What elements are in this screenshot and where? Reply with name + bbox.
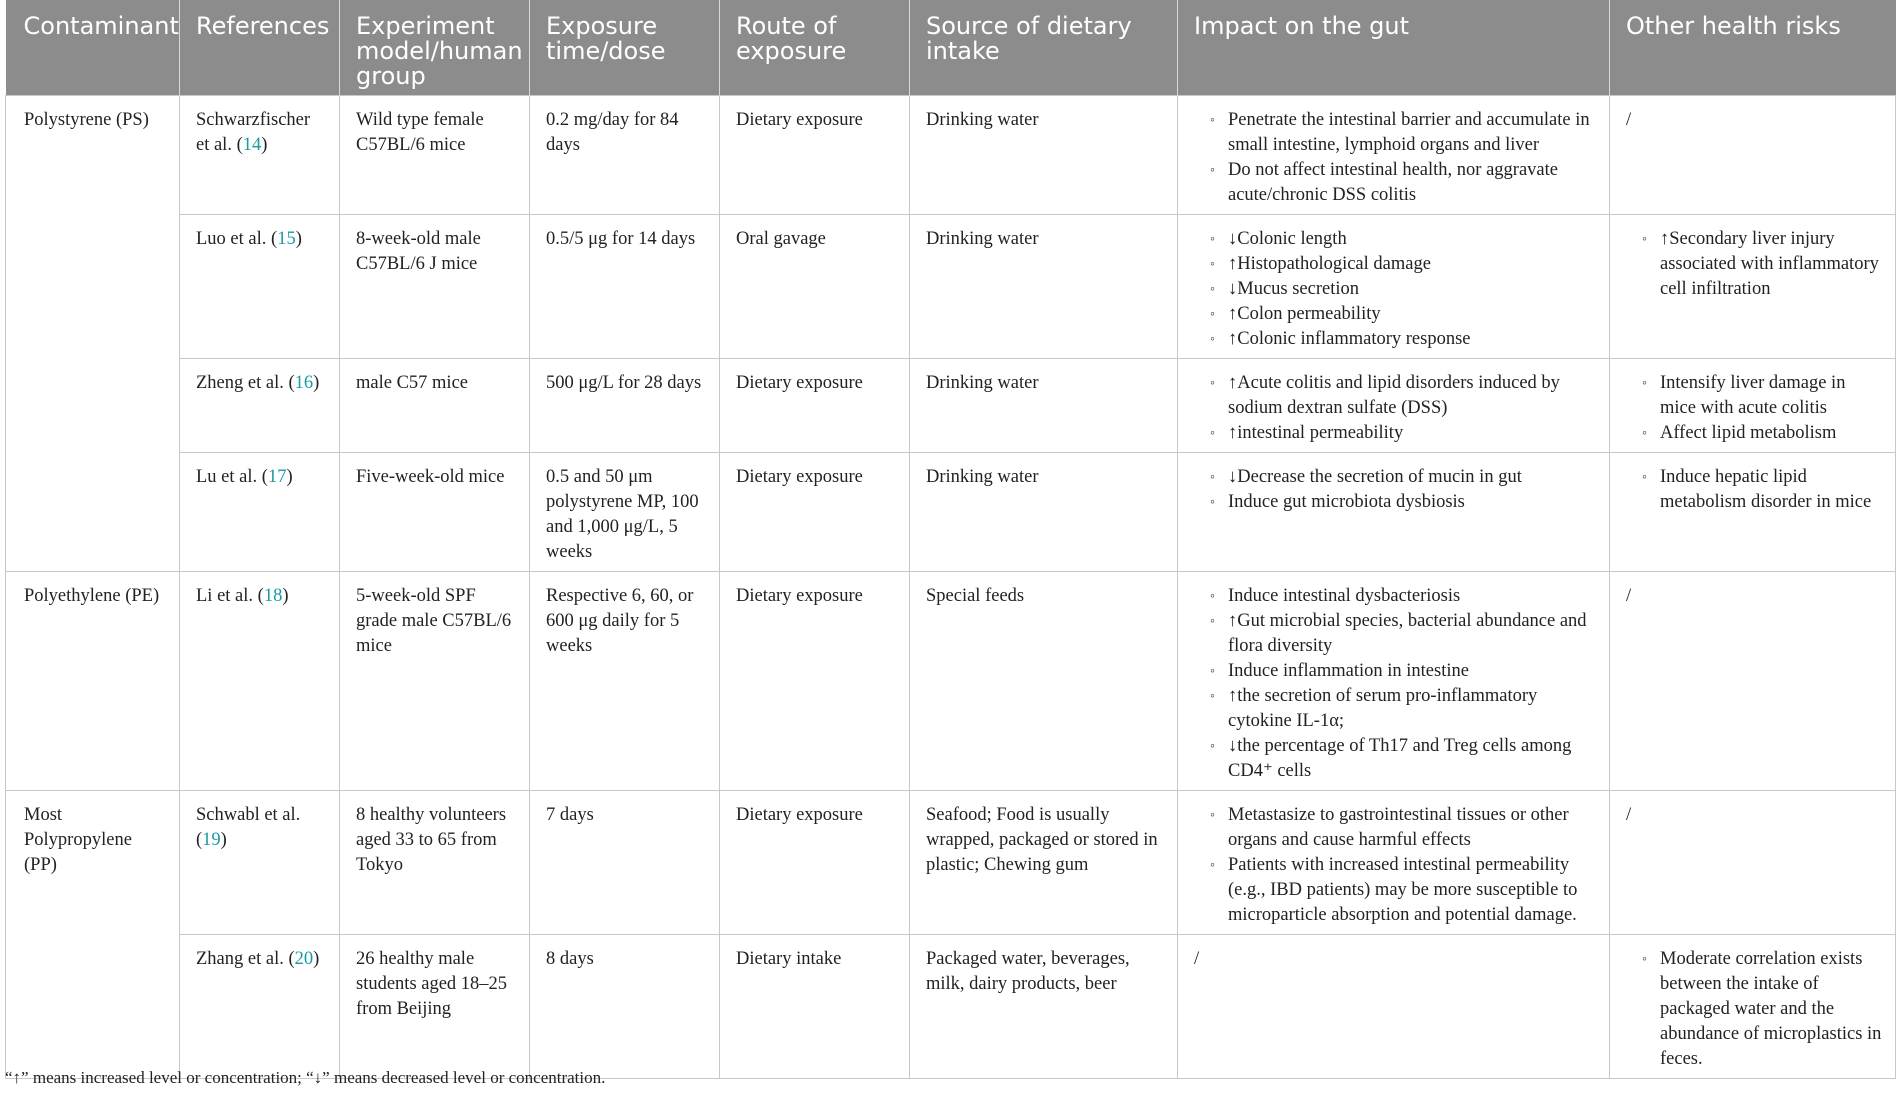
gut-impact-text: /	[1194, 949, 1200, 969]
reference-cell: Schwabl et al. (19)	[180, 791, 340, 935]
route-cell: Dietary exposure	[720, 96, 910, 215]
list-item-text: Affect lipid metabolism	[1660, 423, 1837, 443]
table-body	[6, 96, 1896, 1079]
header-exposure-dose: Exposure time/dose	[530, 0, 720, 96]
gut-impact-list	[1194, 465, 1597, 515]
gut-impact-list	[1194, 371, 1597, 446]
table-row	[6, 359, 1896, 453]
list-item	[1194, 371, 1597, 421]
source-cell: Packaged water, beverages, milk, dairy products, beer	[910, 935, 1178, 1079]
model-cell: 5-week-old SPF grade male C57BL/6 mice	[340, 572, 530, 791]
list-item-text: Induce gut microbiota dysbiosis	[1228, 492, 1465, 512]
model-cell: Wild type female C57BL/6 mice	[340, 96, 530, 215]
gut-impact-cell	[1178, 359, 1610, 453]
gut-impact-list	[1194, 108, 1597, 208]
dose-cell: 0.5/5 μg for 14 days	[530, 215, 720, 359]
other-risks-cell	[1610, 791, 1896, 935]
bullet-icon: ◦	[1210, 689, 1215, 704]
bullet-icon: ◦	[1210, 858, 1215, 873]
dose-cell: 0.5 and 50 μm polystyrene MP, 100 and 1,000 μg/L, 5 weeks	[530, 453, 720, 572]
list-item	[1194, 803, 1597, 853]
citation-link[interactable]: 17	[267, 467, 287, 487]
table-row	[6, 96, 1896, 215]
reference-author: Luo et al.	[196, 229, 267, 249]
model-cell: 8 healthy volunteers aged 33 to 65 from Tokyo	[340, 791, 530, 935]
list-item-text: ↑intestinal permeability	[1228, 423, 1404, 443]
reference-cell: Luo et al. (15)	[180, 215, 340, 359]
reference-cell: Zheng et al. (16)	[180, 359, 340, 453]
list-item-text: ↑Gut microbial species, bacterial abundance and flora diversity	[1228, 611, 1587, 656]
table-row	[6, 215, 1896, 359]
list-item	[1194, 421, 1597, 446]
bullet-icon: ◦	[1642, 952, 1647, 967]
list-item-text: ↓Mucus secretion	[1228, 279, 1360, 299]
list-item	[1194, 734, 1597, 784]
bullet-icon: ◦	[1210, 376, 1215, 391]
list-item-text: ↑Secondary liver injury associated with inflammatory cell infiltration	[1660, 229, 1879, 299]
source-cell: Seafood; Food is usually wrapped, packaged or stored in plastic; Chewing gum	[910, 791, 1178, 935]
header-contaminant: Contaminant	[6, 0, 180, 96]
model-cell: 26 healthy male students aged 18–25 from Beijing	[340, 935, 530, 1079]
bullet-icon: ◦	[1210, 589, 1215, 604]
bullet-icon: ◦	[1210, 426, 1215, 441]
other-risks-list	[1626, 227, 1883, 302]
bullet-icon: ◦	[1210, 332, 1215, 347]
gut-impact-list	[1194, 803, 1597, 928]
list-item	[1194, 108, 1597, 158]
other-risks-text: /	[1626, 110, 1632, 130]
list-item-text: ↑Colonic inflammatory response	[1228, 329, 1471, 349]
list-item	[1626, 371, 1883, 421]
list-item	[1194, 465, 1597, 490]
list-item	[1626, 947, 1883, 1072]
source-cell: Drinking water	[910, 96, 1178, 215]
other-risks-cell	[1610, 215, 1896, 359]
bullet-icon: ◦	[1642, 426, 1647, 441]
gut-impact-cell	[1178, 572, 1610, 791]
citation-link[interactable]: 14	[242, 135, 262, 155]
other-risks-cell	[1610, 359, 1896, 453]
other-risks-list	[1626, 947, 1883, 1072]
gut-impact-cell	[1178, 791, 1610, 935]
list-item	[1194, 227, 1597, 252]
list-item	[1194, 302, 1597, 327]
reference-author: Schwabl et al.	[196, 805, 301, 825]
other-risks-list	[1626, 465, 1883, 515]
list-item	[1194, 684, 1597, 734]
list-item-text: Patients with increased intestinal permeability (e.g., IBD patients) may be more susceptible to microparticle absorption and potential damage.	[1228, 855, 1578, 925]
list-item	[1626, 227, 1883, 302]
bullet-icon: ◦	[1210, 470, 1215, 485]
list-item	[1194, 609, 1597, 659]
contaminant-cell: Polyethylene (PE)	[6, 572, 180, 791]
header-row	[6, 0, 1896, 96]
table-row	[6, 453, 1896, 572]
contaminant-table	[5, 0, 1896, 1079]
model-cell: Five-week-old mice	[340, 453, 530, 572]
gut-impact-cell	[1178, 96, 1610, 215]
citation-link[interactable]: 19	[202, 830, 221, 850]
list-item-text: ↑Acute colitis and lipid disorders induced by sodium dextran sulfate (DSS)	[1228, 373, 1560, 418]
other-risks-cell	[1610, 572, 1896, 791]
route-cell: Dietary exposure	[720, 572, 910, 791]
dose-cell: 500 μg/L for 28 days	[530, 359, 720, 453]
reference-author: Lu et al.	[196, 467, 258, 487]
list-item-text: Moderate correlation exists between the intake of packaged water and the abundance of microplastics in feces.	[1660, 949, 1882, 1069]
list-item	[1626, 465, 1883, 515]
list-item	[1194, 327, 1597, 352]
bullet-icon: ◦	[1642, 470, 1647, 485]
source-cell: Drinking water	[910, 215, 1178, 359]
header-gut-impact: Impact on the gut	[1178, 0, 1610, 96]
citation-link[interactable]: 20	[294, 949, 314, 969]
table-footnote: “↑” means increased level or concentration; “↓” means decreased level or concentration.	[5, 1068, 606, 1087]
route-cell: Dietary exposure	[720, 359, 910, 453]
other-risks-text: /	[1626, 805, 1632, 825]
header-other-risks: Other health risks	[1610, 0, 1896, 96]
bullet-icon: ◦	[1210, 232, 1215, 247]
table-row	[6, 935, 1896, 1079]
bullet-icon: ◦	[1210, 664, 1215, 679]
header-references: References	[180, 0, 340, 96]
reference-cell: Li et al. (18)	[180, 572, 340, 791]
list-item-text: Penetrate the intestinal barrier and accumulate in small intestine, lymphoid organs and liver	[1228, 110, 1590, 155]
list-item-text: ↓Colonic length	[1228, 229, 1347, 249]
gut-impact-cell	[1178, 453, 1610, 572]
list-item	[1194, 853, 1597, 928]
source-cell: Drinking water	[910, 359, 1178, 453]
gut-impact-list	[1194, 584, 1597, 784]
reference-cell: Zhang et al. (20)	[180, 935, 340, 1079]
route-cell: Oral gavage	[720, 215, 910, 359]
bullet-icon: ◦	[1210, 163, 1215, 178]
citation-link[interactable]: 18	[263, 586, 283, 606]
list-item	[1194, 490, 1597, 515]
dose-cell: 8 days	[530, 935, 720, 1079]
other-risks-cell	[1610, 96, 1896, 215]
route-cell: Dietary exposure	[720, 791, 910, 935]
other-risks-text: /	[1626, 586, 1632, 606]
bullet-icon: ◦	[1642, 376, 1647, 391]
model-cell: 8-week-old male C57BL/6 J mice	[340, 215, 530, 359]
list-item-text: Induce inflammation in intestine	[1228, 661, 1469, 681]
source-cell: Drinking water	[910, 453, 1178, 572]
other-risks-cell	[1610, 935, 1896, 1079]
list-item-text: Induce intestinal dysbacteriosis	[1228, 586, 1461, 606]
list-item-text: ↓Decrease the secretion of mucin in gut	[1228, 467, 1522, 487]
bullet-icon: ◦	[1642, 232, 1647, 247]
list-item-text: Induce hepatic lipid metabolism disorder in mice	[1660, 467, 1872, 512]
table-row	[6, 572, 1896, 791]
reference-author: Schwarzfischer et al.	[196, 110, 311, 155]
bullet-icon: ◦	[1210, 307, 1215, 322]
citation-link[interactable]: 15	[277, 229, 296, 249]
header-source: Source of dietary intake	[910, 0, 1178, 96]
header-route: Route of exposure	[720, 0, 910, 96]
bullet-icon: ◦	[1210, 495, 1215, 510]
list-item	[1194, 252, 1597, 277]
list-item-text: ↑the secretion of serum pro-inflammatory cytokine IL-1α;	[1228, 686, 1538, 731]
gut-impact-list	[1194, 227, 1597, 352]
bullet-icon: ◦	[1210, 739, 1215, 754]
list-item	[1626, 421, 1883, 446]
contaminant-cell: Most Polypropylene (PP)	[6, 791, 180, 1079]
list-item-text: ↑Histopathological damage	[1228, 254, 1431, 274]
bullet-icon: ◦	[1210, 113, 1215, 128]
list-item-text: ↑Colon permeability	[1228, 304, 1381, 324]
other-risks-list	[1626, 371, 1883, 446]
list-item-text: ↓the percentage of Th17 and Treg cells among CD4⁺ cells	[1228, 736, 1572, 781]
bullet-icon: ◦	[1210, 808, 1215, 823]
list-item	[1194, 277, 1597, 302]
citation-link[interactable]: 16	[294, 373, 314, 393]
dose-cell: 7 days	[530, 791, 720, 935]
reference-cell: Lu et al. (17)	[180, 453, 340, 572]
header-experiment-model: Experiment model/human group	[340, 0, 530, 96]
reference-author: Zheng et al.	[196, 373, 284, 393]
dose-cell: 0.2 mg/day for 84 days	[530, 96, 720, 215]
bullet-icon: ◦	[1210, 257, 1215, 272]
reference-author: Li et al.	[196, 586, 254, 606]
dose-cell: Respective 6, 60, or 600 μg daily for 5 weeks	[530, 572, 720, 791]
list-item	[1194, 158, 1597, 208]
reference-author: Zhang et al.	[196, 949, 284, 969]
table-row	[6, 791, 1896, 935]
gut-impact-cell	[1178, 215, 1610, 359]
list-item	[1194, 584, 1597, 609]
contaminant-cell: Polystyrene (PS)	[6, 96, 180, 572]
reference-cell: Schwarzfischer et al. (14)	[180, 96, 340, 215]
model-cell: male C57 mice	[340, 359, 530, 453]
other-risks-cell	[1610, 453, 1896, 572]
list-item-text: Do not affect intestinal health, nor aggravate acute/chronic DSS colitis	[1228, 160, 1558, 205]
bullet-icon: ◦	[1210, 614, 1215, 629]
list-item-text: Intensify liver damage in mice with acute colitis	[1660, 373, 1846, 418]
list-item-text: Metastasize to gastrointestinal tissues or other organs and cause harmful effects	[1228, 805, 1569, 850]
list-item	[1194, 659, 1597, 684]
table-container	[5, 0, 1895, 1079]
source-cell: Special feeds	[910, 572, 1178, 791]
bullet-icon: ◦	[1210, 282, 1215, 297]
route-cell: Dietary intake	[720, 935, 910, 1079]
gut-impact-cell	[1178, 935, 1610, 1079]
route-cell: Dietary exposure	[720, 453, 910, 572]
